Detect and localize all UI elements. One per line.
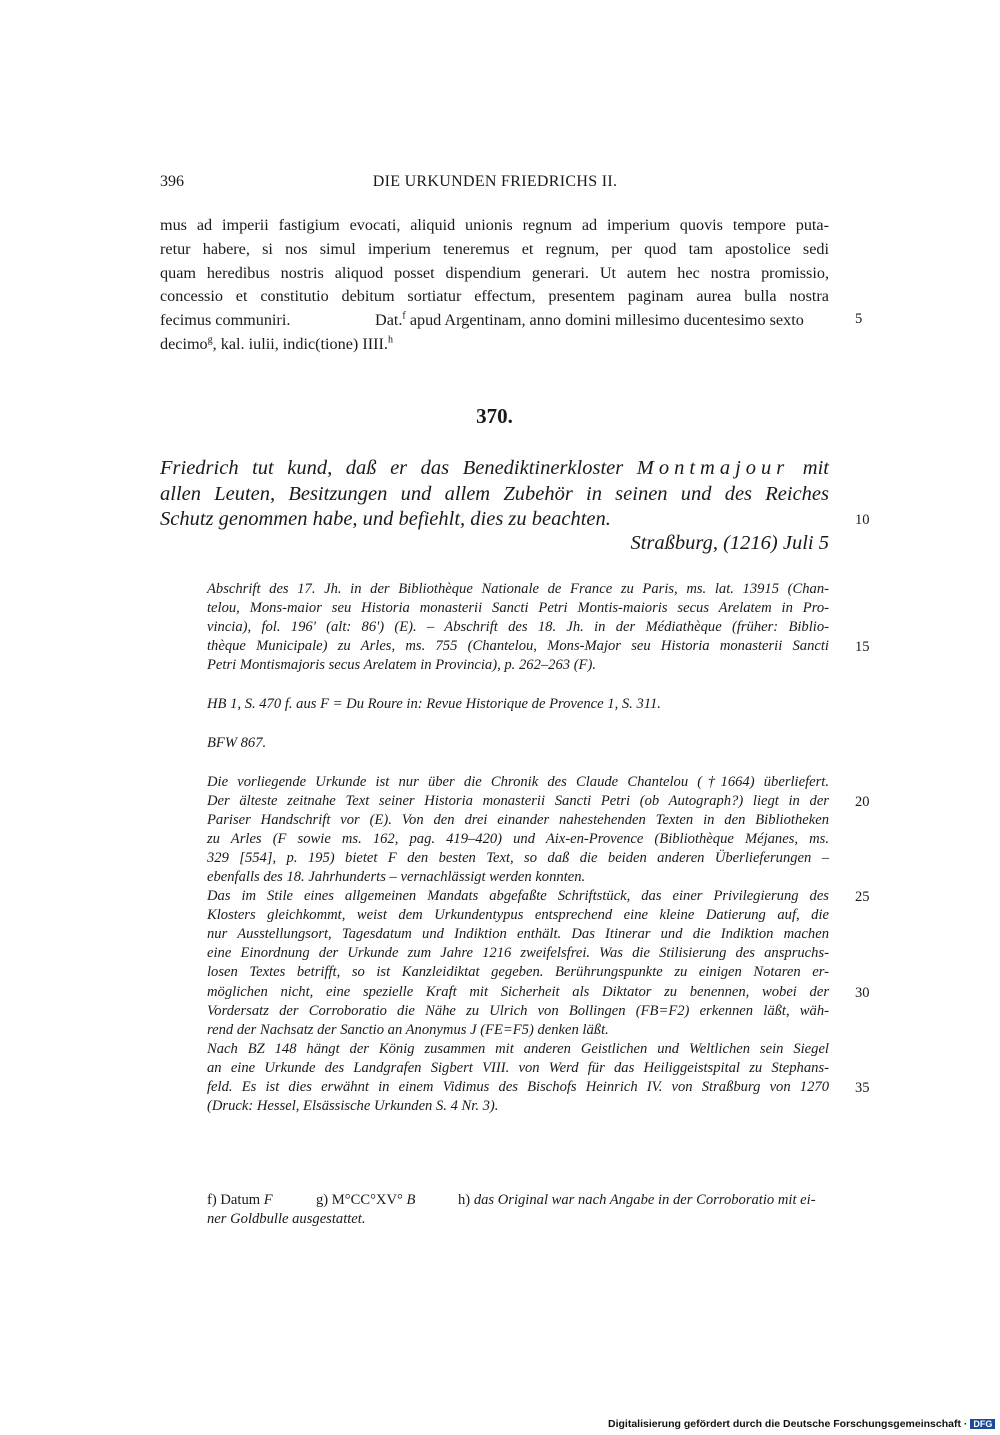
regest-line-3: Schutz genommen habe, und befiehlt, dies zu beachten. [160, 508, 611, 530]
line-number-35: 35 [855, 1080, 870, 1096]
body-line-1: mus ad imperii fastigium evocati, aliquid unionis regnum ad imperium quovis tempore puta- [160, 216, 829, 234]
regest-line-1 [160, 456, 829, 481]
footnote-ref-g: g [207, 334, 213, 346]
line-number-10: 10 [855, 512, 870, 528]
discussion-line-16: an eine Urkunde des Landgrafen Sigbert VIII. von Werd für das Heiliggeistspital zu Stephans- [207, 1060, 829, 1076]
discussion-line-15: Nach BZ 148 hängt der König zusammen mit anderen Geistlichen und Weltlichen sein Siegel [207, 1041, 829, 1057]
dat-word: Dat. [375, 311, 403, 329]
line-number-25: 25 [855, 889, 870, 905]
discussion-line-17: feld. Es ist dies erwähnt in einem Vidimus des Bischofs Heinrich IV. von Straßburg von 1270 [207, 1079, 829, 1095]
body-line-5a: fecimus communiri. [160, 311, 291, 329]
body-line-4: concessio et constitutio debitum sortiatur effectum, presentem paginam aurea bulla nostra [160, 287, 829, 305]
line-number-15: 15 [855, 639, 870, 655]
footnote-h-label: h) [458, 1192, 474, 1208]
body-line-3: quam heredibus nostris aliquod posset dispendium generari. Ut autem hec nostra promissio, [160, 264, 829, 282]
body-line-6b: , kal. iulii, indic(tione) IIII. [212, 335, 388, 353]
discussion-line-5: 329 [554], p. 195) bietet F den besten Text, so daß die beiden anderen Überlieferungen – [207, 850, 829, 866]
body-line-2: retur habere, si nos simul imperium teneremus et regnum, per quod tam apostolice sedi [160, 240, 829, 258]
footnote-f-text: F [263, 1192, 273, 1208]
line-number-20: 20 [855, 794, 870, 810]
edition-line: HB 1, S. 470 f. aus F = Du Roure in: Revue Historique de Provence 1, S. 311. [207, 696, 661, 712]
footnote-ref-f: f [402, 310, 406, 322]
tradition-line-4: thèque Municipale) zu Arles, ms. 755 (Chantelou, Mons-Major seu Historia monasterii Sancti [207, 638, 829, 654]
running-title: DIE URKUNDEN FRIEDRICHS II. [372, 173, 618, 190]
footnote-f-label: f) Datum [207, 1192, 264, 1208]
discussion-line-18: (Druck: Hessel, Elsässische Urkunden S. 4 Nr. 3). [207, 1098, 499, 1114]
funding-text: Digitalisierung gefördert durch die Deutsche Forschungsgemeinschaft · [608, 1418, 968, 1430]
page-number: 396 [160, 173, 184, 190]
discussion-line-8: Klosters gleichkommt, weist dem Urkundentypus entsprechend eine kleine Datierung auf, die [207, 907, 829, 923]
discussion-line-12: möglichen nicht, eine spezielle Kraft mit Sicherheit als Diktator zu benennen, wobei der [207, 984, 829, 1000]
body-line-6 [160, 333, 829, 356]
discussion-line-2: Der älteste zeitnahe Text seiner Historia monasterii Sancti Petri (ob Autograph?) liegt in der [207, 793, 829, 809]
line-number-30: 30 [855, 985, 870, 1001]
funding-note [608, 1418, 995, 1430]
regest-line-1c: mit [789, 457, 829, 479]
footnote-h-text: das Original war nach Angabe in der Corroboratio mit ei- [473, 1192, 816, 1208]
tradition-line-2: telou, Mons-maior seu Historia monasterii Sancti Petri Montis-maioris secus Arelatem in Pro- [207, 600, 829, 616]
body-line-5c: apud Argentinam, anno domini millesimo ducentesimo sexto [405, 311, 804, 329]
discussion-line-11: losen Textes betrifft, so ist Kanzleidiktat gegeben. Berührungspunkte zu einigen Notaren er- [207, 964, 829, 980]
running-header [160, 173, 830, 195]
monastery-name: Montmajour [636, 457, 790, 479]
footnote-g-text: B [406, 1192, 416, 1208]
body-line-6a: decimo [160, 335, 208, 353]
regesta-line: BFW 867. [207, 735, 267, 751]
line-number-5: 5 [855, 311, 863, 327]
discussion-line-3: Pariser Handschrift vor (E). Von den drei einander nahestehenden Texten in den Bibliotheken [207, 812, 829, 828]
footnote-h-continuation: ner Goldbulle ausgestattet. [207, 1211, 366, 1227]
tradition-line-3: vincia), fol. 196' (alt: 86') (E). – Abschrift des 18. Jh. in der Médiathèque (früher: Biblio- [207, 619, 829, 635]
discussion-line-14: rend der Nachsatz der Sanctio an Anonymus J (FE=F5) denken läßt. [207, 1022, 609, 1038]
footnote-f [207, 1192, 273, 1210]
discussion-line-10: eine Einordnung der Urkunde zum Jahre 1216 zweifelsfrei. Was die Stilisierung des anspruchs- [207, 945, 829, 961]
footnote-h [458, 1192, 816, 1210]
footnote-g-label: g) M°CC°XV° [316, 1192, 407, 1208]
discussion-line-4: zu Arles (F sowie ms. 162, pag. 419–420) und Aix-en-Provence (Bibliothèque Méjanes, ms. [207, 831, 829, 847]
discussion-line-13: Vordersatz der Corroboratio die Nähe zu Ulrich von Bollingen (FB=F2) erkennen läßt, wäh- [207, 1003, 829, 1019]
dfg-logo: DFG [970, 1419, 995, 1429]
regest-date: Straßburg, (1216) Juli 5 [630, 532, 829, 554]
document-number: 370. [476, 404, 513, 428]
regest-line-2: allen Leuten, Besitzungen und allem Zubehör in seinen und des Reiches [160, 483, 829, 505]
discussion-line-1: Die vorliegende Urkunde ist nur über die Chronik des Claude Chantelou (†1664) überliefert. [207, 774, 829, 790]
discussion-line-9: nur Ausstellungsort, Tagesdatum und Indiktion enthält. Das Itinerar und die Indiktion machen [207, 926, 829, 942]
body-line-5 [160, 309, 829, 332]
body-line-5-dating [375, 309, 804, 332]
tradition-line-5: Petri Montismajoris secus Arelatem in Provincia), p. 262–263 (F). [207, 657, 596, 673]
discussion-line-7: Das im Stile eines allgemeinen Mandats abgefaßte Schriftstück, das einer Privilegierung des [207, 888, 829, 904]
regest-line-1a: Friedrich tut kund, daß er das Benediktinerkloster [160, 457, 637, 479]
discussion-line-6: ebenfalls des 18. Jahrhunderts – vernachlässigt werden konnten. [207, 869, 586, 885]
footnote-g [316, 1192, 415, 1210]
footnote-ref-h: h [387, 334, 393, 346]
tradition-line-1: Abschrift des 17. Jh. in der Bibliothèque Nationale de France zu Paris, ms. lat. 13915 (Chan- [207, 581, 829, 597]
